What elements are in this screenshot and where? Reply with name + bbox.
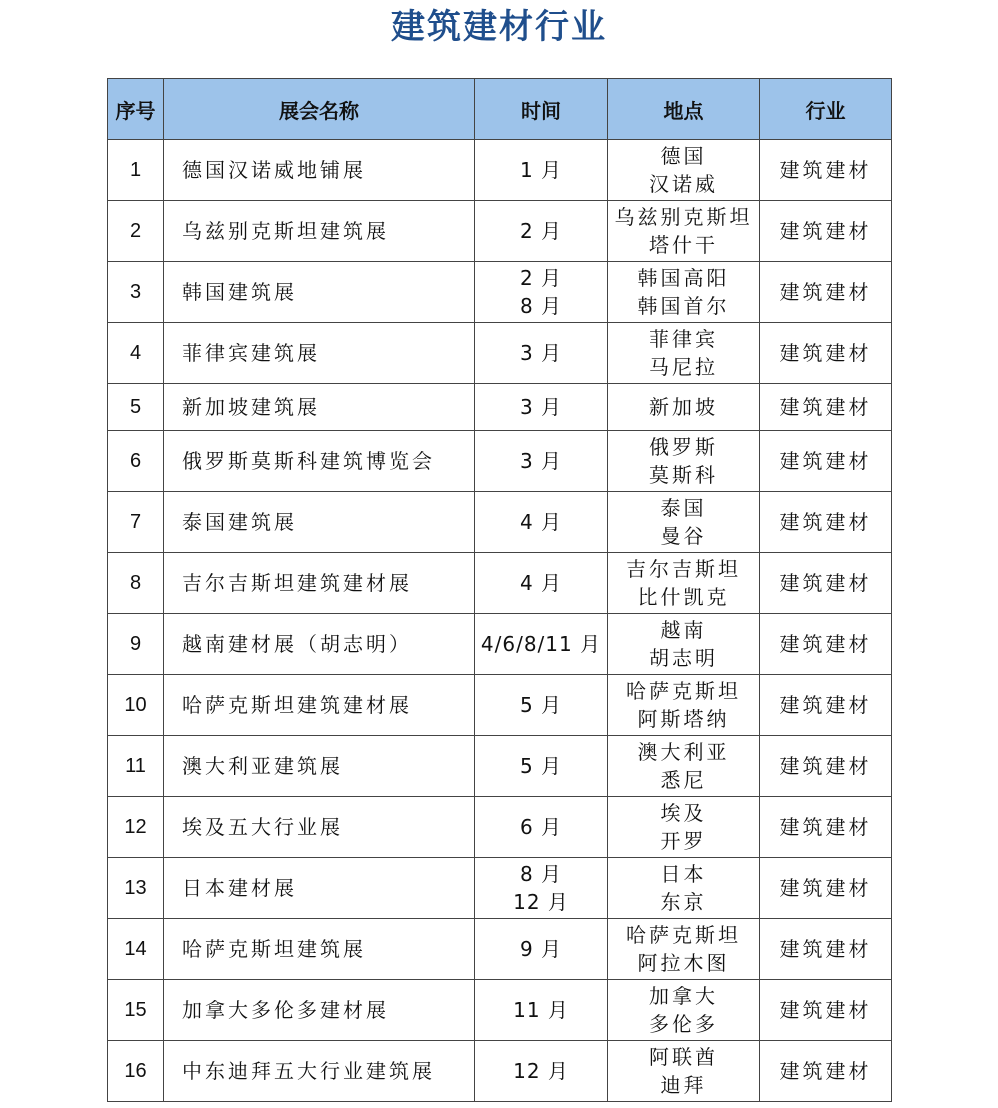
place-line: 新加坡 [649,395,718,419]
time-line: 3 月 [519,395,563,419]
exhibition-time [475,262,608,323]
place-line: 阿联酋 [649,1045,718,1069]
exhibition-place [608,492,760,553]
time-line: 1 月 [519,158,563,182]
exhibition-industry: 建筑建材 [760,1041,892,1102]
row-number: 4 [108,323,164,384]
place-line: 胡志明 [649,646,718,670]
time-line: 4 月 [519,510,563,534]
time-line: 3 月 [519,449,563,473]
exhibition-place [608,431,760,492]
place-line: 俄罗斯 [649,435,718,459]
exhibition-time [475,492,608,553]
page-title: 建筑建材行业 [391,7,607,47]
exhibition-name: 埃及五大行业展 [164,797,475,858]
time-line: 6 月 [519,815,563,839]
exhibition-industry: 建筑建材 [760,614,892,675]
table-row [108,614,892,675]
exhibition-place [608,736,760,797]
exhibition-time [475,384,608,431]
exhibition-industry: 建筑建材 [760,201,892,262]
time-line: 5 月 [519,754,563,778]
table-row [108,492,892,553]
exhibition-industry: 建筑建材 [760,140,892,201]
table-row [108,262,892,323]
place-line: 曼谷 [660,524,707,548]
place-line: 哈萨克斯坦 [626,679,741,703]
row-number: 3 [108,262,164,323]
exhibition-name: 越南建材展（胡志明） [164,614,475,675]
exhibition-name: 澳大利亚建筑展 [164,736,475,797]
exhibition-name: 哈萨克斯坦建筑建材展 [164,675,475,736]
exhibition-time [475,736,608,797]
exhibition-industry: 建筑建材 [760,431,892,492]
row-number: 11 [108,736,164,797]
row-number: 10 [108,675,164,736]
exhibition-time [475,201,608,262]
time-line: 2 月 [519,266,563,290]
table-row [108,675,892,736]
exhibition-name: 泰国建筑展 [164,492,475,553]
header-name: 展会名称 [164,79,475,140]
row-number: 8 [108,553,164,614]
table-row [108,323,892,384]
table-row [108,201,892,262]
exhibition-name: 韩国建筑展 [164,262,475,323]
place-line: 东京 [660,890,707,914]
exhibition-time [475,323,608,384]
time-line: 9 月 [519,937,563,961]
row-number: 7 [108,492,164,553]
exhibition-time [475,797,608,858]
exhibition-industry: 建筑建材 [760,675,892,736]
row-number: 13 [108,858,164,919]
table-row [108,553,892,614]
table-row [108,140,892,201]
time-line: 12 月 [513,1059,569,1083]
header-place: 地点 [608,79,760,140]
table-row [108,858,892,919]
exhibition-place [608,797,760,858]
exhibition-place [608,262,760,323]
exhibition-time [475,614,608,675]
place-line: 泰国 [660,496,707,520]
place-line: 越南 [660,618,707,642]
exhibition-name: 日本建材展 [164,858,475,919]
time-line: 4/6/8/11 月 [480,632,602,656]
row-number: 16 [108,1041,164,1102]
header-time: 时间 [475,79,608,140]
place-line: 韩国首尔 [637,294,730,318]
exhibition-place [608,675,760,736]
row-number: 6 [108,431,164,492]
exhibition-industry: 建筑建材 [760,323,892,384]
place-line: 悉尼 [660,768,707,792]
exhibition-place [608,140,760,201]
place-line: 韩国高阳 [637,266,730,290]
table-body [108,140,892,1102]
row-number: 5 [108,384,164,431]
table-row [108,736,892,797]
place-line: 莫斯科 [649,463,718,487]
exhibition-time [475,140,608,201]
exhibition-time [475,431,608,492]
exhibition-place [608,201,760,262]
row-number: 15 [108,980,164,1041]
exhibition-place [608,1041,760,1102]
exhibition-name: 哈萨克斯坦建筑展 [164,919,475,980]
table-row [108,384,892,431]
place-line: 澳大利亚 [637,740,730,764]
time-line: 11 月 [513,998,569,1022]
place-line: 阿拉木图 [637,951,730,975]
exhibition-name: 吉尔吉斯坦建筑建材展 [164,553,475,614]
header-no: 序号 [108,79,164,140]
exhibition-place [608,858,760,919]
exhibition-place [608,323,760,384]
exhibition-time [475,553,608,614]
place-line: 埃及 [660,801,707,825]
exhibition-industry: 建筑建材 [760,919,892,980]
exhibition-name: 新加坡建筑展 [164,384,475,431]
exhibition-name: 中东迪拜五大行业建筑展 [164,1041,475,1102]
exhibition-industry: 建筑建材 [760,262,892,323]
exhibition-time [475,1041,608,1102]
time-line: 8 月 [519,862,563,886]
time-line: 5 月 [519,693,563,717]
exhibition-place [608,980,760,1041]
exhibition-name: 俄罗斯莫斯科建筑博览会 [164,431,475,492]
place-line: 迪拜 [660,1073,707,1097]
exhibition-time [475,858,608,919]
table-row [108,980,892,1041]
time-line: 4 月 [519,571,563,595]
place-line: 塔什干 [649,233,718,257]
exhibition-name: 乌兹别克斯坦建筑展 [164,201,475,262]
place-line: 德国 [660,144,707,168]
header-industry: 行业 [760,79,892,140]
place-line: 哈萨克斯坦 [626,923,741,947]
time-line: 8 月 [519,294,563,318]
exhibition-name: 菲律宾建筑展 [164,323,475,384]
exhibition-industry: 建筑建材 [760,492,892,553]
exhibition-industry: 建筑建材 [760,980,892,1041]
place-line: 马尼拉 [649,355,718,379]
table-row [108,431,892,492]
time-line: 2 月 [519,219,563,243]
table-row [108,1041,892,1102]
place-line: 吉尔吉斯坦 [626,557,741,581]
row-number: 14 [108,919,164,980]
exhibition-industry: 建筑建材 [760,858,892,919]
exhibition-time [475,919,608,980]
exhibition-place [608,553,760,614]
place-line: 阿斯塔纳 [637,707,730,731]
place-line: 菲律宾 [649,327,718,351]
place-line: 汉诺威 [649,172,718,196]
exhibition-place [608,614,760,675]
exhibition-place [608,384,760,431]
place-line: 乌兹别克斯坦 [614,205,753,229]
place-line: 日本 [660,862,707,886]
exhibition-table [107,78,892,1102]
exhibition-time [475,980,608,1041]
time-line: 3 月 [519,341,563,365]
place-line: 比什凯克 [637,585,730,609]
exhibition-industry: 建筑建材 [760,736,892,797]
table-header-row [108,79,892,140]
exhibition-name: 德国汉诺威地铺展 [164,140,475,201]
row-number: 12 [108,797,164,858]
place-line: 多伦多 [649,1012,718,1036]
table-row [108,919,892,980]
exhibition-time [475,675,608,736]
table-row [108,797,892,858]
exhibition-industry: 建筑建材 [760,553,892,614]
exhibition-industry: 建筑建材 [760,384,892,431]
exhibition-industry: 建筑建材 [760,797,892,858]
time-line: 12 月 [513,890,569,914]
place-line: 加拿大 [649,984,718,1008]
place-line: 开罗 [660,829,707,853]
exhibition-place [608,919,760,980]
row-number: 1 [108,140,164,201]
exhibition-name: 加拿大多伦多建材展 [164,980,475,1041]
row-number: 2 [108,201,164,262]
row-number: 9 [108,614,164,675]
